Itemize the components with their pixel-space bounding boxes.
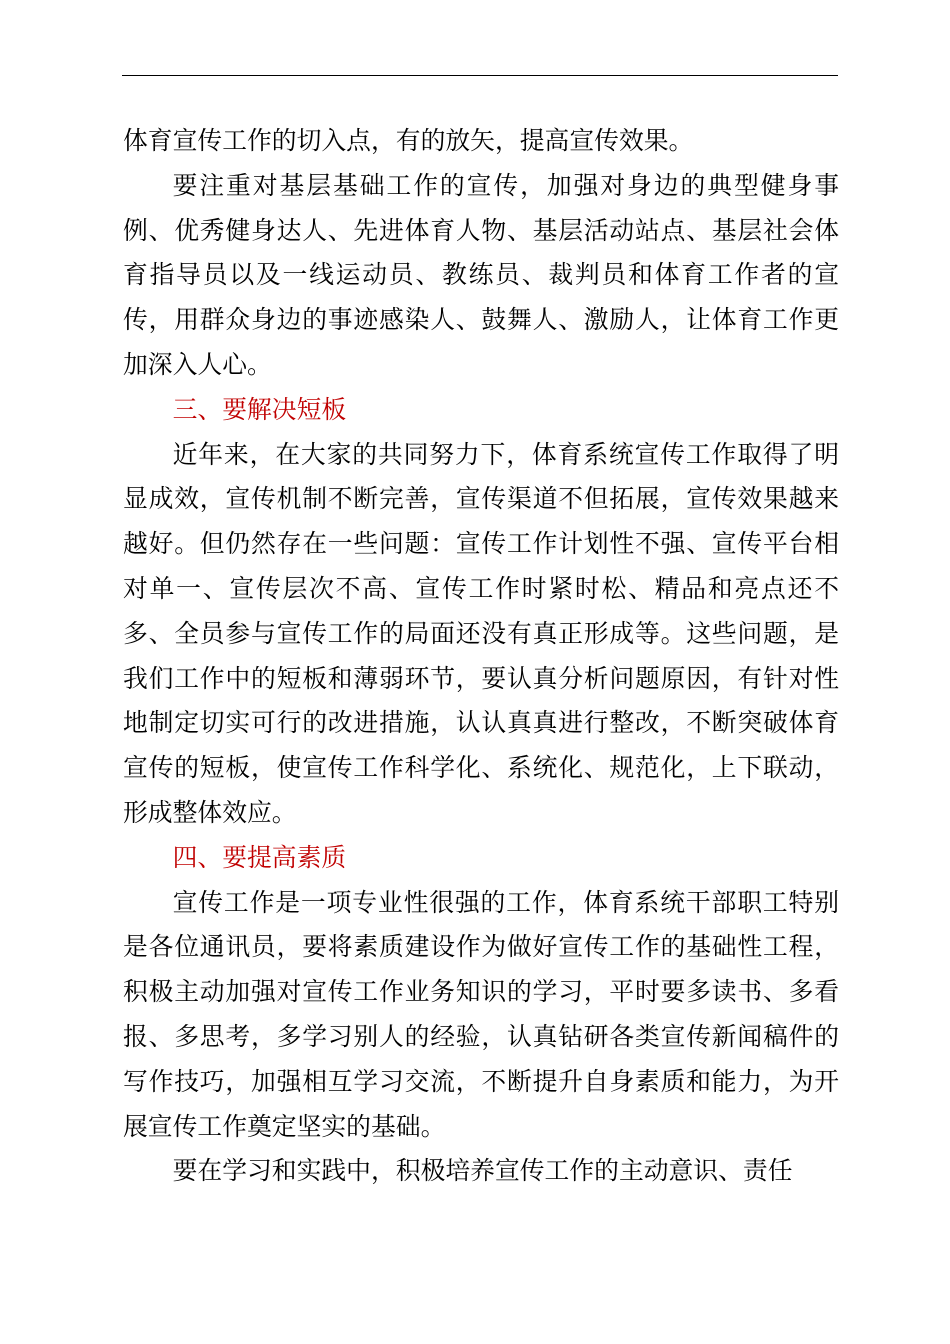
section-heading-4: 四、要提高素质 (172, 842, 347, 872)
paragraph-continuation: 体育宣传工作的切入点，有的放矢，提高宣传效果。 (123, 126, 694, 155)
document-body (123, 119, 839, 1194)
paragraph-improve-quality: 宣传工作是一项专业性很强的工作，体育系统干部职工特别是各位通讯员，要将素质建设作为做好宣传工作的基础性工程，积极主动加强对宣传工作业务知识的学习，平时要多读书、多看报、多思考，多学习别人的经验，认真钻研各类宣传新闻稿件的写作技巧，加强相互学习交流，不断提升自身素质和能力，为开展宣传工作奠定坚实的基础。 (123, 887, 839, 1141)
paragraph-grassroots-publicity: 要注重对基层基础工作的宣传，加强对身边的典型健身事例、优秀健身达人、先进体育人物、基层活动站点、基层社会体育指导员以及一线运动员、教练员、裁判员和体育工作者的宣传，用群众身边的事迹感染人、鼓舞人、激励人，让体育工作更加深入人心。 (123, 170, 839, 379)
header-rule (122, 75, 838, 76)
paragraph-shortcomings: 近年来，在大家的共同努力下，体育系统宣传工作取得了明显成效，宣传机制不断完善，宣传渠道不但拓展，宣传效果越来越好。但仍然存在一些问题：宣传工作计划性不强、宣传平台相对单一、宣传层次不高、宣传工作时紧时松、精品和亮点还不多、全员参与宣传工作的局面还没有真正形成等。这些问题，是我们工作中的短板和薄弱环节，要认真分析问题原因，有针对性地制定切实可行的改进措施，认认真真进行整改，不断突破体育宣传的短板，使宣传工作科学化、系统化、规范化，上下联动，形成整体效应。 (123, 439, 839, 827)
paragraph-practice-awareness: 要在学习和实践中，积极培养宣传工作的主动意识、责任 (172, 1156, 793, 1186)
section-heading-3: 三、要解决短板 (172, 394, 347, 424)
